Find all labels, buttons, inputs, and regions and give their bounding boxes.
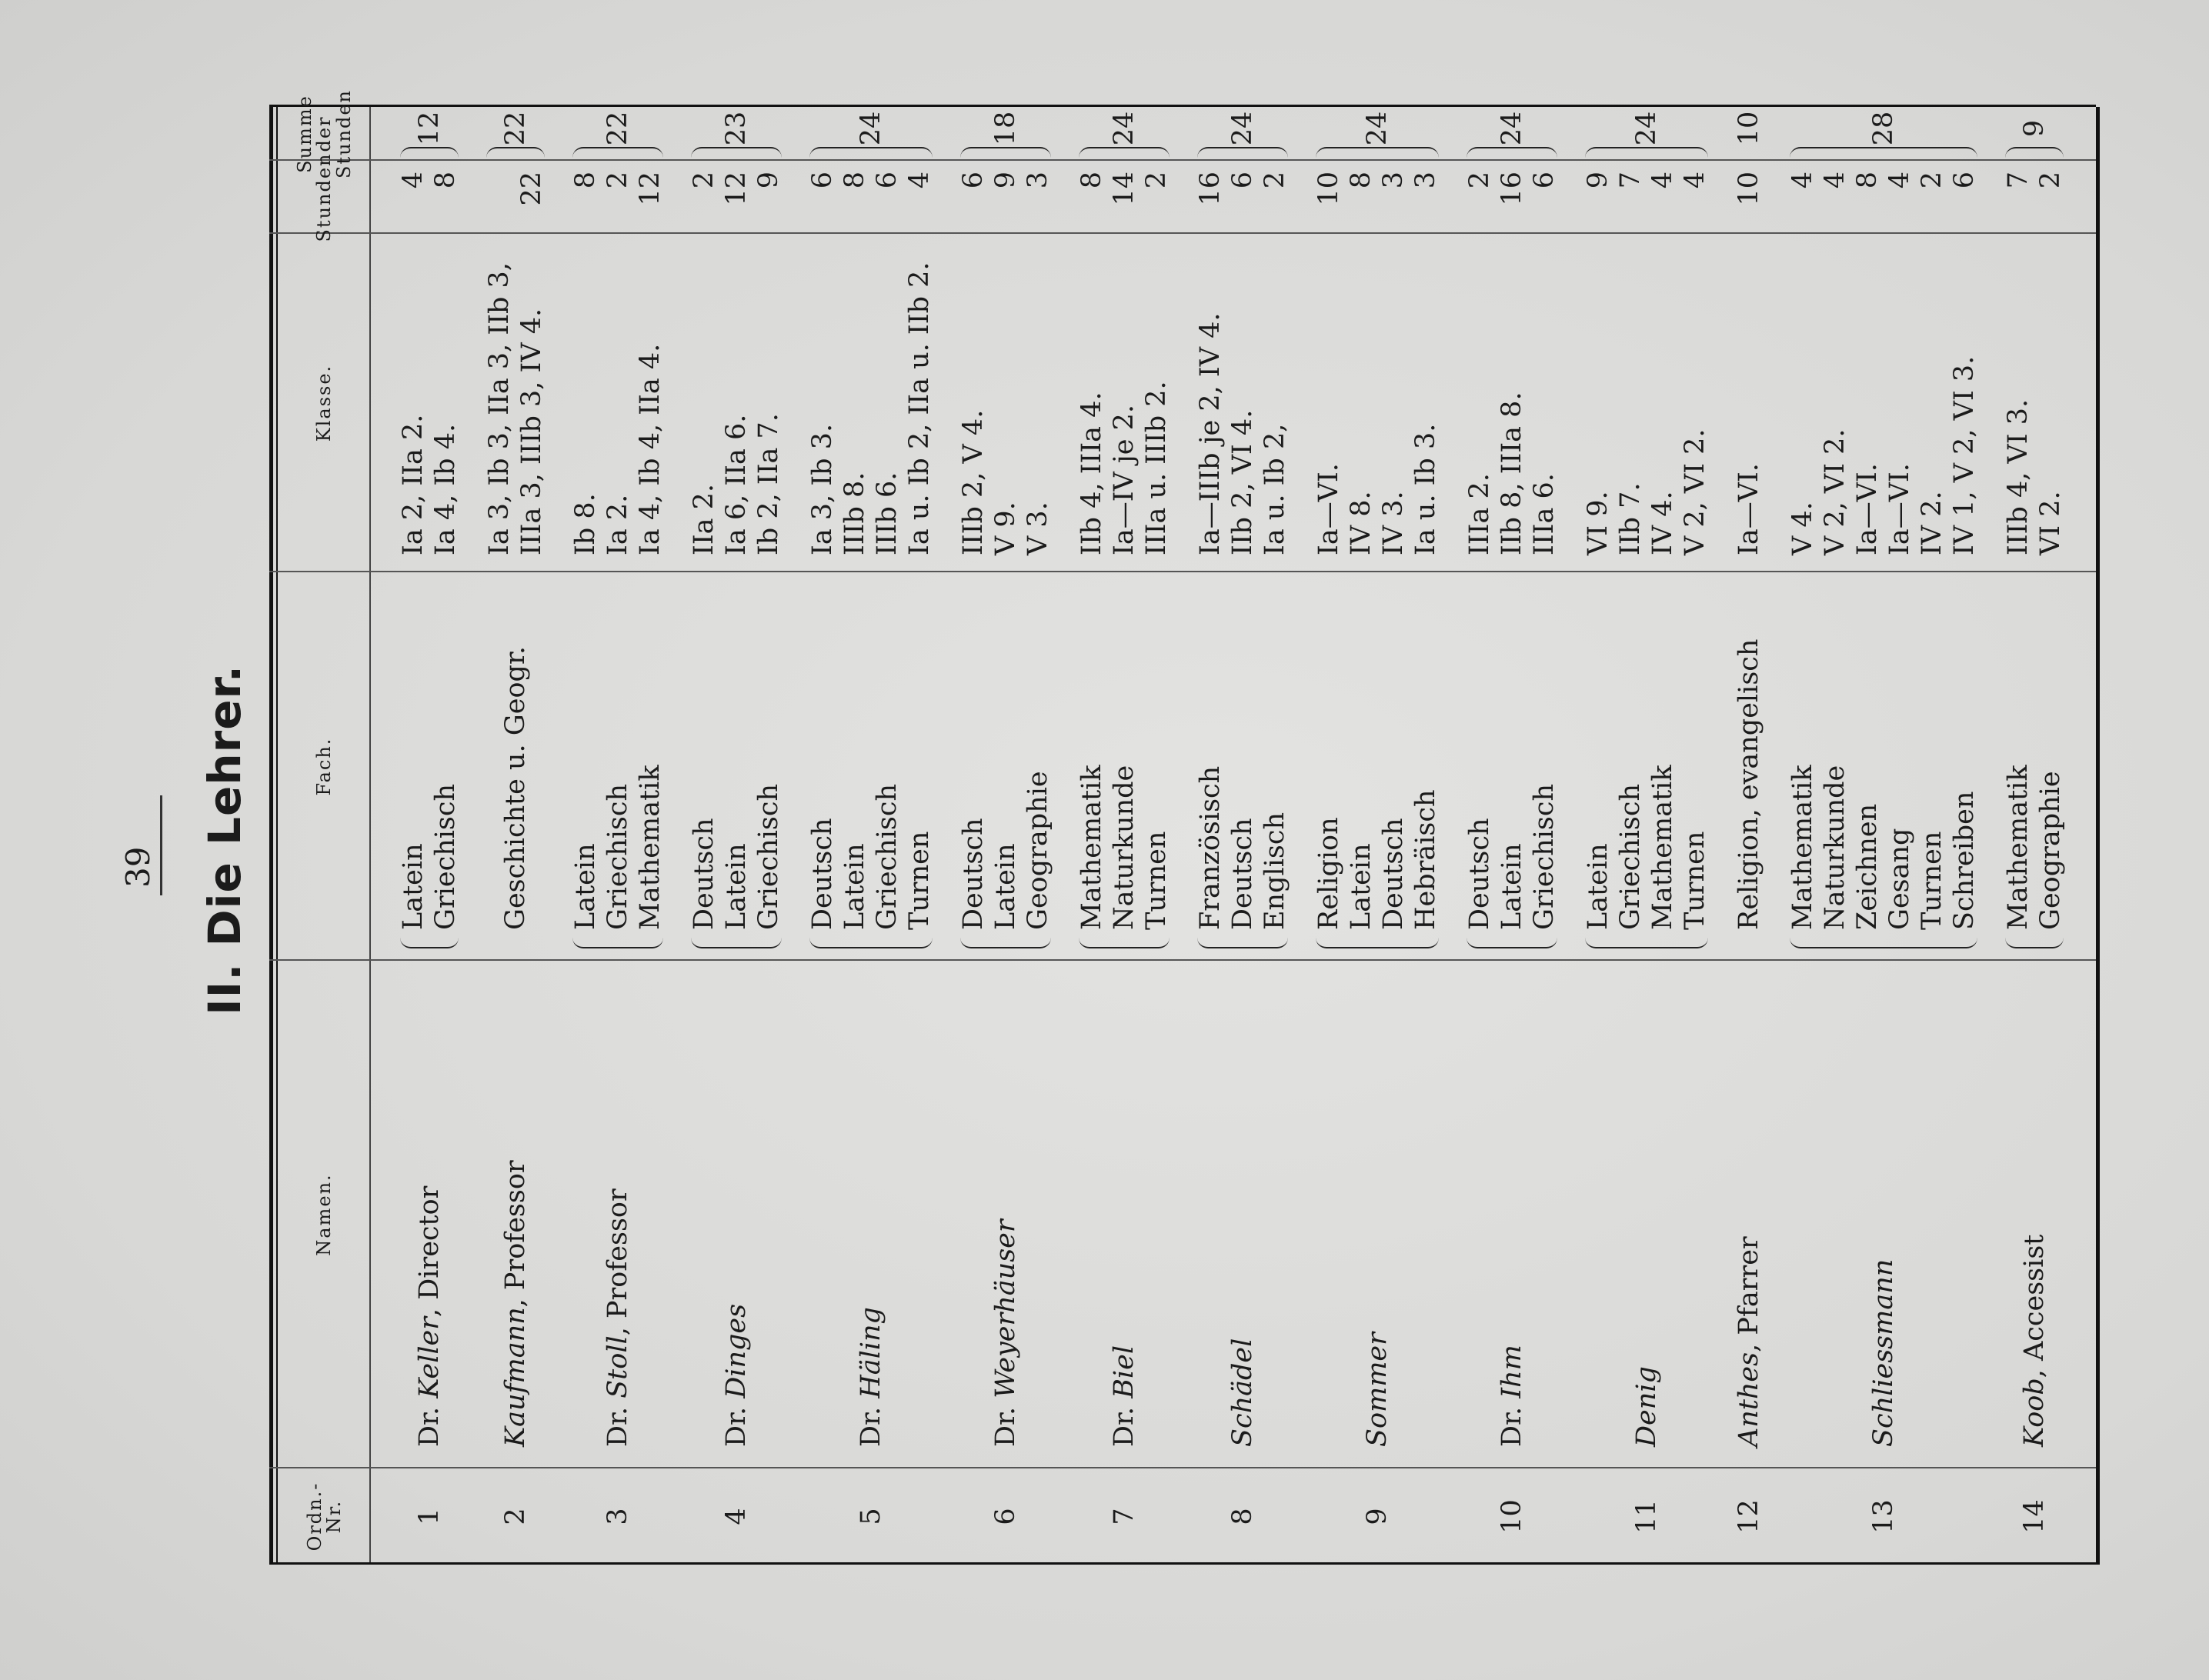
class-entry: Ia u. Ib 3. [1410,423,1441,555]
hours-list [1733,172,1765,234]
class-entry: IIIa 2. [1464,473,1495,555]
class-entry: IIb 4, IIIa 4. [1076,392,1107,555]
subjects-brace [960,936,1051,948]
teacher-surname: Koob [2019,1378,2050,1447]
hours-total: 22 [602,111,633,146]
class-entry: Ia—VI. [1313,463,1344,555]
hours-value: 6 [807,172,838,189]
hours-list [1313,172,1442,234]
subject: Geographie [1023,771,1053,930]
class-entry: Ia 2, IIa 2. [398,414,429,555]
hours-value: 2 [1464,172,1495,189]
hours-total: 18 [990,111,1021,146]
hours-value: 8 [430,172,461,189]
hours-value: 7 [2003,172,2034,189]
subject: Deutsch [958,818,989,930]
class-entry: Ia 3, Ib 3. [807,423,838,555]
teacher-title: Dr. [990,1398,1021,1447]
hours-total: 28 [1868,111,1899,146]
table-right-rule [269,105,2096,107]
subject: Naturkunde [1820,765,1850,930]
hours-value: 9 [990,172,1021,189]
class-entry: Ia u. Ib 2, [1260,423,1290,555]
subject: Griechisch [872,783,903,930]
hours-value: 3 [1378,172,1409,189]
subject-list [688,784,785,930]
teacher-surname: Dinges [721,1303,752,1398]
subjects-brace [400,936,459,948]
header-summe: Summe der Stunden [294,88,355,179]
class-entry: Ia—VI. [1852,463,1883,555]
teacher-nr: 6 [990,1508,1021,1525]
hours-value: 8 [1852,172,1883,189]
hours-value: 3 [1023,172,1053,189]
hours-value: 8 [1076,172,1107,189]
subject: Französisch [1195,765,1226,930]
teacher-title: Dr. [414,1398,445,1447]
teacher-name [1361,1332,1393,1447]
teacher-nr: 3 [602,1508,633,1525]
class-list [1194,312,1291,555]
teacher-name [602,1188,634,1447]
teacher-nr: 7 [1109,1508,1140,1525]
teacher-nr: 9 [1362,1508,1393,1525]
subject: Deutsch [689,818,719,930]
teacher-surname: Biel [1109,1345,1140,1398]
hours-list [483,172,548,234]
teacher-title: Dr. [1109,1398,1140,1447]
class-entry: V 3. [1023,502,1053,555]
subjects-brace [572,936,663,948]
teacher-surname: Denig [1631,1366,1662,1447]
hours-value: 8 [1346,172,1376,189]
subject-list [397,784,462,930]
hours-value: 2 [1141,172,1172,189]
hours-value: 10 [1313,172,1344,206]
subject: Geschichte u. Geogr. [500,646,531,930]
hours-value: 6 [1949,172,1980,189]
class-entry: V 2, VI 2. [1680,428,1710,555]
class-entry: IV 1, V 2, VI 3. [1949,355,1980,555]
subject-list [1733,639,1765,930]
subject: Geographie [2035,771,2066,930]
header-klasse: Klasse. [313,364,335,442]
header-name: Namen. [313,1173,335,1256]
header-stunden: Stunden [313,152,335,242]
teacher-name [1226,1338,1259,1447]
subject-list [957,771,1054,930]
teacher-surname: Sommer [1362,1332,1393,1447]
teacher-rank: , Professor [602,1188,633,1336]
class-entry: Ia—VI. [1884,463,1915,555]
hours-value: 4 [904,172,935,189]
subject: Religion [1313,817,1344,930]
table-top-rule-2 [276,107,278,1565]
subjects-brace [2005,936,2064,948]
teacher-title: Dr. [602,1398,633,1447]
subject: Zeichnen [1852,803,1883,930]
class-list [1733,463,1765,555]
hours-value: 8 [570,172,601,189]
page-title: II. Die Lehrer. [199,665,251,1015]
teacher-name [499,1160,532,1447]
subject: Latein [839,843,870,930]
hours-list [1787,172,1980,234]
hours-value: 7 [1615,172,1646,189]
hours-value: 9 [753,172,784,189]
subject-list [1194,766,1291,930]
teacher-name [855,1307,887,1447]
subject-list [1313,789,1442,930]
hours-value: 4 [398,172,429,189]
teacher-name [1630,1366,1663,1447]
subject: Latein [570,843,601,930]
subject: Latein [398,843,429,930]
class-list [2002,399,2067,555]
teacher-nr: 1 [414,1508,445,1525]
class-entry: IV 3. [1378,491,1409,555]
page-number-rule [160,795,162,895]
hours-value: 16 [1195,172,1226,206]
subject: Englisch [1260,812,1290,930]
hours-list [1076,172,1173,234]
hours-list [2002,172,2067,234]
subject: Griechisch [753,783,784,930]
hours-value: 4 [1787,172,1818,189]
class-list [569,344,666,555]
class-list [688,413,785,555]
subject: Turnen [1141,831,1172,930]
hours-value: 4 [1647,172,1678,189]
column-rule-fach [269,959,2096,961]
teacher-surname: Weyerhäuser [990,1219,1021,1398]
hours-value: 2 [2035,172,2066,189]
subject: Deutsch [1227,818,1258,930]
teacher-rank: , Pfarrer [1733,1236,1764,1352]
class-entry: IIIb 4, VI 3. [2003,398,2034,555]
subject: Gesang [1884,828,1915,930]
teacher-title: Dr. [721,1398,752,1447]
teacher-rank: , Professor [500,1160,531,1308]
hours-value: 2 [1260,172,1290,189]
subject: Mathematik [1647,765,1678,930]
teacher-nr: 12 [1733,1499,1764,1534]
hours-value: 4 [1820,172,1850,189]
teacher-nr: 8 [1227,1508,1258,1525]
subject-list [2002,765,2067,930]
hours-value: 8 [839,172,870,189]
hours-list [1582,172,1711,234]
teacher-name [1733,1236,1765,1447]
subject: Schreiben [1949,791,1980,930]
hours-total: 10 [1733,111,1764,146]
page-number: 39 [119,846,157,888]
hours-value: 2 [689,172,719,189]
hours-total: 24 [1362,111,1393,146]
hours-list [397,172,462,234]
hours-value: 3 [1410,172,1441,189]
teacher-surname: Keller [414,1317,445,1398]
hours-value: 6 [1529,172,1560,189]
class-entry: IV 2. [1917,491,1947,555]
hours-total: 24 [1631,111,1662,146]
hours-total: 9 [2019,119,2050,138]
teacher-rank: , Director [414,1185,445,1318]
table-left-rule [269,1562,2096,1565]
hours-value: 12 [721,172,752,206]
subject: Turnen [1680,831,1710,930]
subjects-brace [1467,936,1557,948]
teacher-nr: 10 [1497,1499,1527,1534]
class-list [1313,424,1442,555]
column-rule-name [269,1467,2096,1468]
subjects-brace [1790,936,1977,948]
class-entry: IV 4. [1647,491,1678,555]
teacher-surname: Stoll [602,1335,633,1398]
subject-list [1463,784,1560,930]
subjects-brace [809,936,933,948]
subjects-brace [1585,936,1708,948]
class-list [1076,381,1173,555]
class-entry: IIIa 6. [1529,473,1560,555]
hours-list [1194,172,1291,234]
teacher-surname: Kaufmann [500,1307,531,1447]
subject-list [569,765,666,930]
hours-total: 23 [721,111,752,146]
class-entry: IIIa u. IIIb 2. [1141,381,1172,555]
header-fach: Fach. [313,737,335,796]
teacher-name [1108,1345,1140,1447]
subject: Griechisch [430,783,461,930]
teacher-name [1867,1259,1900,1447]
subject-list [806,784,936,930]
teacher-surname: Ihm [1497,1345,1527,1398]
class-entry: Ia 4, Ib 4. [430,423,461,555]
subject: Deutsch [1378,818,1409,930]
teacher-name [720,1304,752,1447]
class-entry: Ia 6, IIa 6. [721,414,752,555]
hours-total: 22 [500,111,531,146]
subject: Mathematik [635,765,666,930]
subject: Griechisch [1615,783,1646,930]
class-entry: IIb 2, VI 4. [1227,409,1258,555]
class-entry: VI 2. [2035,491,2066,555]
class-list [1787,356,1980,555]
hours-value: 2 [602,172,633,189]
subject-list [499,646,532,930]
class-entry: Ib 2, IIa 7. [753,413,784,555]
subject-list [1582,765,1711,930]
subject: Griechisch [602,783,633,930]
teacher-name [2018,1235,2050,1447]
hours-value: 6 [1227,172,1258,189]
class-list [957,410,1054,555]
class-entry: Ia—IIIb je 2, IV 4. [1195,312,1226,555]
teacher-title: Dr. [1497,1398,1527,1447]
subject: Mathematik [2003,765,2034,930]
class-entry: IIa 2. [689,483,719,555]
hours-list [569,172,666,234]
class-entry: IIb 7. [1615,482,1646,555]
hours-value: 2 [1917,172,1947,189]
subjects-brace [1079,936,1170,948]
class-entry: IIb 8, IIIa 8. [1497,392,1527,555]
hours-list [957,172,1054,234]
hours-total: 12 [414,111,445,146]
header-bottom-rule [369,107,371,1565]
hours-value: 12 [635,172,666,206]
subject: Latein [990,843,1021,930]
table-bottom-rule [2096,107,2100,1565]
hours-value: 4 [1884,172,1915,189]
class-entry: IIIb 6. [872,472,903,555]
subject: Latein [1583,843,1613,930]
subject: Turnen [904,831,935,930]
hours-value: 9 [1583,172,1613,189]
subject-list [1076,765,1173,930]
subject: Latein [1497,843,1527,930]
subject: Deutsch [807,818,838,930]
subject: Deutsch [1464,818,1495,930]
hours-value [483,172,516,234]
subject: Turnen [1917,831,1947,930]
teacher-name [413,1186,445,1447]
hours-value: 4 [1680,172,1710,189]
class-list [397,415,462,555]
class-list [483,262,548,555]
teacher-name [1496,1345,1528,1447]
hours-value: 14 [1109,172,1140,206]
teacher-nr: 5 [856,1508,886,1525]
hours-total: 24 [856,111,886,146]
class-entry: IV 8. [1346,491,1376,555]
teacher-nr: 4 [721,1508,752,1525]
class-entry: V 4. [1787,502,1818,555]
header-nr: Ordn.- Nr. [303,1482,345,1552]
subject: Mathematik [1787,765,1818,930]
subject: Latein [721,843,752,930]
subject: Religion, evangelisch [1733,638,1764,930]
class-entry: IIIa 3, IIIb 3, IV 4. [516,308,547,555]
hours-value: 6 [872,172,903,189]
class-entry: IIIb 8. [839,472,870,555]
table-top-rule [269,107,273,1565]
class-entry: Ia 4, Ib 4, IIa 4. [635,343,666,555]
teacher-surname: Häling [856,1307,886,1398]
teacher-nr: 11 [1631,1499,1662,1534]
class-entry: Ia u. Ib 2, IIa u. IIb 2. [904,262,935,555]
teacher-surname: Schädel [1227,1338,1258,1447]
hours-list [806,172,936,234]
class-list [806,262,936,556]
hours-value: 16 [1497,172,1527,206]
class-entry: Ia 3, Ib 3, IIa 3, IIb 3, [484,262,515,555]
teacher-name [989,1219,1022,1447]
class-entry: Ia—VI. [1733,463,1764,555]
hours-list [1463,172,1560,234]
subjects-brace [1197,936,1288,948]
class-entry: Ia—IV je 2. [1109,404,1140,555]
teacher-surname: Schliessmann [1868,1258,1899,1447]
column-rule-summe [269,159,2096,161]
class-entry: VI 9. [1583,491,1613,555]
class-list [1463,392,1560,555]
class-entry: Ia 2. [602,494,633,555]
teacher-rank: , Accessist [2019,1234,2050,1378]
subject: Naturkunde [1109,765,1140,930]
hours-value: 22 [516,172,547,206]
teacher-nr: 13 [1868,1499,1899,1534]
class-entry: Ib 8. [570,493,601,555]
class-entry: V 9. [990,502,1021,555]
subject: Hebräisch [1410,789,1441,930]
subject: Latein [1346,843,1376,930]
subject-list [1787,765,1980,930]
hours-total: 24 [1227,111,1258,146]
teacher-nr: 2 [500,1508,531,1525]
hours-value: 6 [958,172,989,189]
subject: Mathematik [1076,765,1107,930]
column-rule-klasse [269,571,2096,572]
hours-total: 24 [1497,111,1527,146]
hours-total: 24 [1109,111,1140,146]
class-entry: V 2, VI 2. [1820,428,1850,555]
subject: Griechisch [1529,783,1560,930]
teacher-surname: Anthes [1733,1352,1764,1447]
subjects-brace [1316,936,1439,948]
hours-list [688,172,785,234]
subjects-brace [691,936,782,948]
teacher-nr: 14 [2019,1499,2050,1534]
class-entry: IIIb 2, V 4. [958,409,989,555]
hours-value: 10 [1733,172,1764,206]
class-list [1582,428,1711,555]
teacher-title: Dr. [856,1398,886,1447]
